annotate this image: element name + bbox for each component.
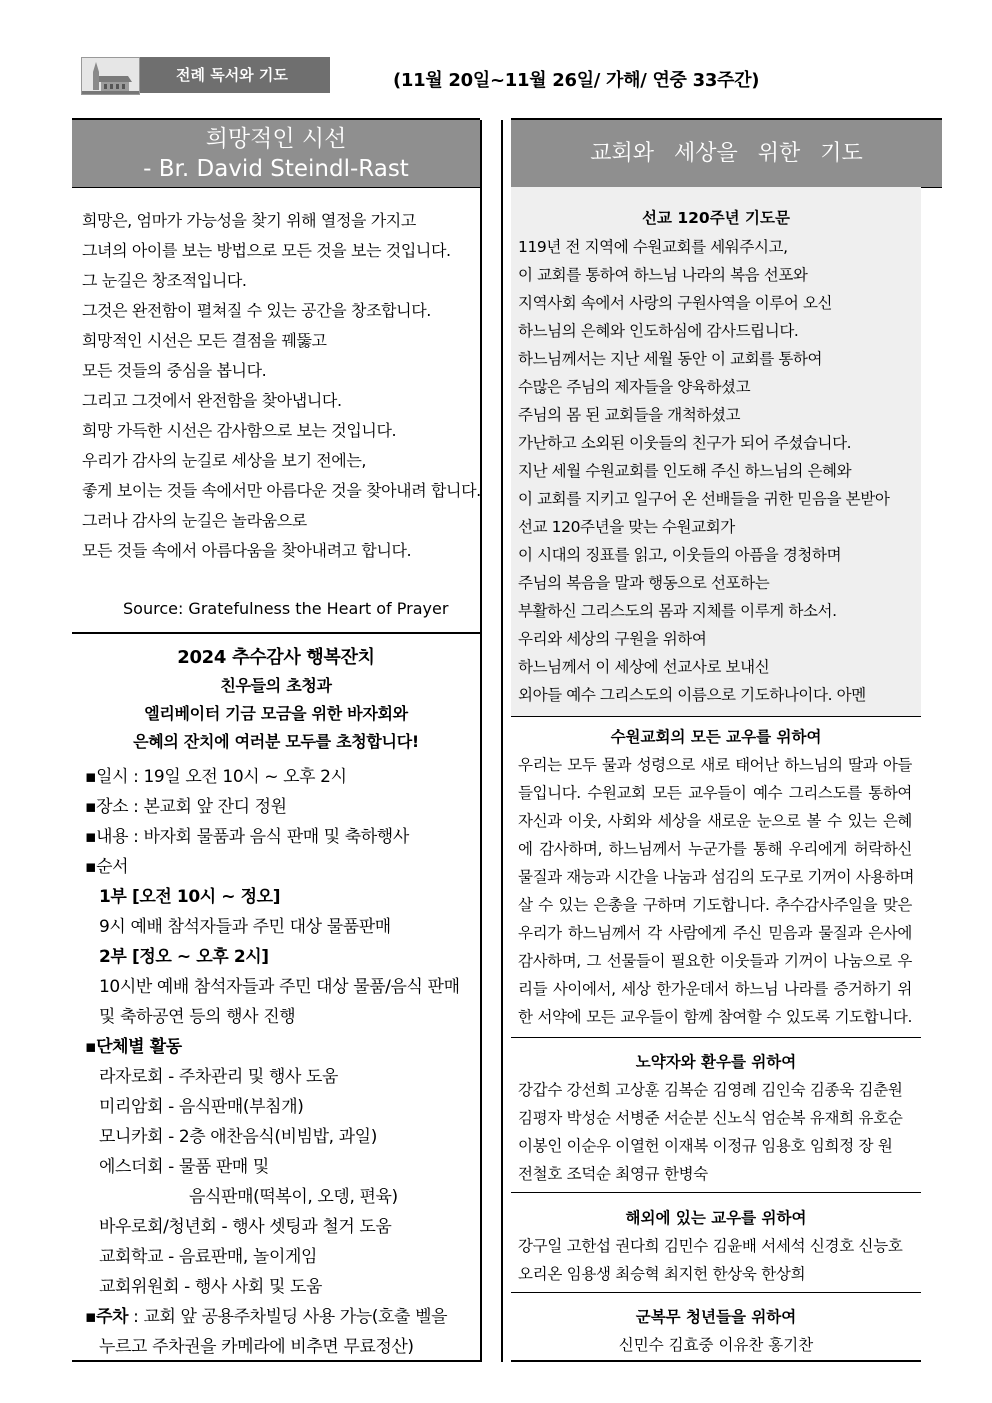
- prayer-line: 부활하신 그리스도의 몸과 지체를 이루게 하소서.: [518, 602, 837, 620]
- members-prayer-line: 자신과 이웃, 사회와 세상을 새로운 눈으로 볼 수 있는 은혜: [518, 812, 912, 830]
- festival-content: ▪내용 : 바자회 물품과 음식 판매 및 축하행사: [85, 827, 409, 847]
- poem-line: 그것은 완전함이 펼쳐질 수 있는 공간을 창조합니다.: [82, 301, 431, 320]
- festival-date: ▪일시 : 19일 오전 10시 ~ 오후 2시: [85, 767, 347, 787]
- military-names: 신민수 김효중 이유찬 홍기찬: [618, 1336, 814, 1354]
- section-tab-liturgy: 전례 독서와 기도: [140, 57, 330, 93]
- group-item: 바우로회/청년회 - 행사 셋팅과 철거 도움: [99, 1217, 392, 1237]
- right-bottom-rule: [511, 1360, 921, 1362]
- prayer-line: 이 시대의 징표를 읽고, 이웃들의 아픔을 경청하며: [518, 546, 842, 564]
- prayer-line: 하느님께서 이 세상에 선교사로 보내신: [518, 658, 770, 676]
- poem-source: Source: Gratefulness the Heart of Prayer: [123, 599, 449, 618]
- prayer-line: 선교 120주년을 맞는 수원교회가: [518, 518, 735, 536]
- poem-line: 그 눈길은 창조적입니다.: [82, 271, 247, 290]
- members-prayer-line: 한 서약에 모든 교우들이 함께 참여할 수 있도록 기도합니다.: [518, 1008, 912, 1026]
- poem-line: 그녀의 아이를 보는 방법으로 모든 것을 보는 것입니다.: [82, 241, 451, 260]
- section-rule: [511, 1292, 921, 1293]
- prayer-line: 119년 전 지역에 수원교회를 세워주시고,: [518, 238, 788, 256]
- part1-title: 1부 [오전 10시 ~ 정오]: [99, 887, 281, 907]
- column-divider-right: [501, 120, 503, 1362]
- title-word: 세상을: [673, 141, 738, 166]
- members-prayer-line: 리들 사이에서, 세상 한가운데서 하느님 나라를 증거하기 위: [518, 980, 912, 998]
- prayer-section-title: [511, 120, 942, 187]
- date-range: (11월 20일~11월 26일/ 가해/ 연중 33주간): [393, 70, 760, 91]
- festival-subtitle: 엘리베이터 기금 모금을 위한 바자회와: [144, 704, 408, 723]
- section-rule: [511, 716, 921, 717]
- poem-title: 희망적인 시선: [205, 126, 347, 152]
- group-item: 교회위원회 - 행사 사회 및 도움: [99, 1277, 323, 1297]
- parking-info: [85, 1302, 447, 1327]
- prayer-line: 가난하고 소외된 이웃들의 친구가 되어 주셨습니다.: [518, 434, 852, 452]
- festival-order-label: ▪순서: [85, 857, 129, 877]
- groups-label: ▪단체별 활동: [85, 1037, 182, 1057]
- part2-desc: 10시반 예배 참석자들과 주민 대상 물품/음식 판매: [99, 977, 460, 997]
- sick-names-line: 강갑수 강선희 고상훈 김복순 김영례 김인숙 김종욱 김춘원: [518, 1081, 903, 1099]
- poem-line: 희망적인 시선은 모든 결점을 꿰뚫고: [82, 331, 327, 350]
- prayer-line: 이 교회를 통하여 하느님 나라의 복음 선포와: [518, 266, 808, 284]
- abroad-names-line: 강구일 고한섭 권다희 김민수 김윤배 서세석 신경호 신능호: [518, 1237, 903, 1255]
- poem-title-block: [72, 120, 480, 187]
- members-prayer-line: 들입니다. 수원교회 모든 교우들이 예수 그리스도를 통하여: [518, 784, 912, 802]
- prayer-line: 주님의 복음을 말과 행동으로 선포하는: [518, 574, 770, 592]
- prayer-line: 지역사회 속에서 사랑의 구원사역을 이루어 오신: [518, 294, 833, 312]
- group-item: 라자로회 - 주차관리 및 행사 도움: [99, 1067, 339, 1087]
- prayer-line: 하느님의 은혜와 인도하심에 감사드립니다.: [518, 322, 799, 340]
- poem-line: 그리고 그것에서 완전함을 찾아냅니다.: [82, 391, 342, 410]
- parking-text: : 교회 앞 공용주차빌딩 사용 가능(호출 벨을: [128, 1307, 448, 1327]
- section-rule: [511, 1192, 921, 1193]
- group-item: 에스더회 - 물품 판매 및: [99, 1157, 269, 1177]
- group-item: 미리암회 - 음식판매(부침개): [99, 1097, 304, 1117]
- poem-line: 모든 것들의 중심을 봅니다.: [82, 361, 267, 380]
- festival-subtitle: 은혜의 잔치에 여러분 모두를 초청합니다!: [133, 732, 419, 751]
- poem-line: 우리가 감사의 눈길로 세상을 보기 전에는,: [82, 451, 367, 470]
- members-prayer-line: 물질과 재능과 시간을 나눔과 섬김의 도구로 기꺼이 사용하며: [518, 868, 915, 886]
- festival-place: ▪장소 : 본교회 앞 잔디 정원: [85, 797, 287, 817]
- title-word: 위한: [757, 141, 801, 166]
- parking-text: 누르고 주차권을 카메라에 비추면 무료정산): [99, 1337, 414, 1357]
- sick-names-line: 이봉인 이순우 이열헌 이재복 이정규 임용호 임희정 장 원: [518, 1137, 893, 1155]
- members-prayer-line: 살 수 있는 은총을 구하며 기도합니다. 추수감사주일을 맞은: [518, 896, 912, 914]
- parking-label: ▪주차: [85, 1307, 129, 1327]
- column-divider-left: [480, 120, 482, 1362]
- festival-top-rule: [72, 632, 480, 634]
- title-word: 기도: [820, 141, 863, 166]
- festival-title: 2024 추수감사 행복잔치: [177, 647, 375, 668]
- left-bottom-rule: [72, 1360, 480, 1362]
- part2-title: 2부 [정오 ~ 오후 2시]: [99, 947, 269, 967]
- festival-subtitle: 친우들의 초청과: [220, 676, 332, 695]
- part2-desc: 및 축하공연 등의 행사 진행: [99, 1007, 296, 1027]
- section-rule: [511, 1037, 921, 1038]
- prayer-line: 하느님께서는 지난 세월 동안 이 교회를 통하여: [518, 350, 823, 368]
- part1-desc: 9시 예배 참석자들과 주민 대상 물품판매: [99, 917, 391, 937]
- prayer-line: 지난 세월 수원교회를 인도해 주신 하느님의 은혜와: [518, 462, 852, 480]
- left-title-rule: [72, 187, 480, 188]
- prayer-line: 주님의 몸 된 교회들을 개척하셨고: [518, 406, 741, 424]
- members-prayer-line: 감사하며, 그 선물들이 필요한 이웃들과 기꺼이 나눔으로 우: [518, 952, 912, 970]
- members-prayer-title: 수원교회의 모든 교우를 위하여: [610, 728, 822, 746]
- prayer-line: 외아들 예수 그리스도의 이름으로 기도하나이다. 아멘: [518, 686, 866, 704]
- sick-names-line: 전철호 조덕순 최영규 한병숙: [518, 1165, 708, 1183]
- members-prayer-line: 우리가 하느님께서 각 사람에게 주신 믿음과 물질과 은사에: [518, 924, 912, 942]
- members-prayer-line: 에 감사하며, 하느님께서 누군가를 통해 우리에게 허락하신: [518, 840, 912, 858]
- sick-prayer-title: 노약자와 환우를 위하여: [635, 1053, 797, 1071]
- poem-line: 모든 것들 속에서 아름다움을 찾아내려고 합니다.: [82, 541, 412, 560]
- poem-line: 희망 가득한 시선은 감사함으로 보는 것입니다.: [82, 421, 397, 440]
- abroad-prayer-title: 해외에 있는 교우를 위하여: [625, 1209, 807, 1227]
- prayer-line: 우리와 세상의 구원을 위하여: [518, 630, 707, 648]
- military-prayer-title: 군복무 청년들을 위하여: [635, 1308, 797, 1326]
- sick-names-line: 김평자 박성순 서병준 서순분 신노식 엄순복 유재희 유호순: [518, 1109, 903, 1127]
- church-logo-icon: [81, 57, 140, 95]
- poem-author: - Br. David Steindl-Rast: [143, 156, 409, 182]
- poem-line: 희망은, 엄마가 가능성을 찾기 위해 열정을 가지고: [82, 211, 416, 230]
- poem-line: 좋게 보이는 것들 속에서만 아름다운 것을 찾아내려 합니다.: [82, 481, 481, 500]
- anniversary-prayer-title: 선교 120주년 기도문: [642, 209, 790, 227]
- members-prayer-line: 우리는 모두 물과 성령으로 새로 태어난 하느님의 딸과 아들: [518, 756, 912, 774]
- group-item: 음식판매(떡복이, 오뎅, 편육): [189, 1187, 398, 1207]
- prayer-line: 이 교회를 지키고 일구어 온 선배들을 귀한 믿음을 본받아: [518, 490, 890, 508]
- prayer-line: 수많은 주님의 제자들을 양육하셨고: [518, 378, 751, 396]
- poem-line: 그러나 감사의 눈길은 놀라움으로: [82, 511, 307, 530]
- abroad-names-line: 오리온 임용생 최승혁 최지헌 한상욱 한상희: [518, 1265, 806, 1283]
- title-word: 교회와: [590, 141, 654, 166]
- group-item: 모니카회 - 2층 애찬음식(비빔밥, 과일): [99, 1127, 377, 1147]
- group-item: 교회학교 - 음료판매, 놀이게임: [99, 1247, 318, 1267]
